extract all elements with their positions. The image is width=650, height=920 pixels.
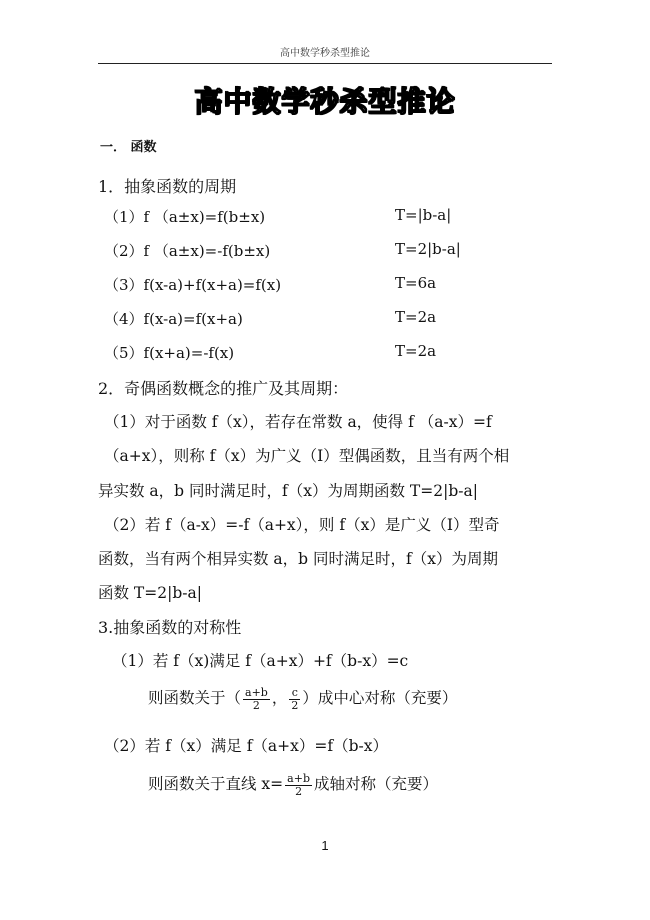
running-header: 高中数学秒杀型推论: [280, 48, 370, 59]
axis-fraction: [285, 773, 312, 798]
axis-denominator: 2: [295, 784, 303, 798]
s3-item1-prefix: 则函数关于（: [148, 689, 242, 707]
s2-line-6: 函数 T=2|b-a|: [98, 584, 202, 602]
center-x-denominator: 2: [252, 698, 260, 712]
s3-heading: 3.抽象函数的对称性: [98, 618, 242, 637]
center-x-numerator: a+b: [245, 685, 268, 699]
period-value-3: T=6a: [395, 274, 437, 292]
axis-numerator: a+b: [287, 771, 310, 785]
period-formula-3: （3）f(x-a)+f(x+a)=f(x): [104, 276, 282, 294]
period-value-2: T=2|b-a|: [395, 240, 461, 258]
s2-line-5: 函数，当有两个相异实数 a，b 同时满足时，f（x）为周期: [98, 550, 498, 568]
period-formula-2: （2）f （a±x)=-f(b±x): [104, 242, 271, 260]
s3-item2-prefix: 则函数关于直线 x=: [148, 775, 284, 793]
period-formula-5: （5）f(x+a)=-f(x): [104, 344, 235, 362]
s2-line-1: （1）对于函数 f（x），若存在常数 a，使得 f （a-x）=f: [104, 413, 492, 431]
center-x-fraction: [243, 687, 270, 712]
s1-heading: 1．抽象函数的周期: [98, 177, 237, 196]
header-divider: [98, 63, 552, 64]
center-y-numerator: c: [289, 687, 300, 700]
s3-item1-condition: （1）若 f（x)满足 f（a+x）+f（b-x）=c: [112, 652, 409, 670]
s2-line-4: （2）若 f（a-x）=-f（a+x），则 f（x）是广义（Ⅰ）型奇: [104, 516, 500, 534]
period-value-5: T=2a: [395, 342, 437, 360]
s2-line-2: （a+x），则称 f（x）为广义（Ⅰ）型偶函数，且当有两个相: [104, 447, 510, 465]
period-value-1: T=|b-a|: [395, 206, 452, 224]
page-number: 1: [321, 838, 329, 853]
s3-item1-comma: ，: [271, 689, 288, 707]
s2-heading: 2．奇偶函数概念的推广及其周期：: [98, 379, 349, 398]
period-formula-1: （1）f （a±x)=f(b±x): [104, 208, 266, 226]
s2-line-3: 异实数 a，b 同时满足时，f（x）为周期函数 T=2|b-a|: [98, 482, 478, 500]
period-formula-4: （4）f(x-a)=f(x+a): [104, 310, 243, 328]
s3-item1-suffix: ）成中心对称（充要）: [302, 689, 458, 707]
page-title: 高中数学秒杀型推论: [194, 85, 456, 118]
period-value-4: T=2a: [395, 308, 437, 326]
s3-item2-suffix: 成轴对称（充要）: [314, 775, 439, 793]
center-y-denominator: 2: [291, 698, 299, 712]
s3-item2-conclusion: [148, 772, 438, 798]
center-y-fraction: [289, 687, 300, 712]
s3-item1-conclusion: [148, 686, 457, 712]
section-heading: 一． 函数: [100, 140, 157, 155]
s3-item2-condition: （2）若 f（x）满足 f（a+x）=f（b-x）: [104, 737, 389, 755]
